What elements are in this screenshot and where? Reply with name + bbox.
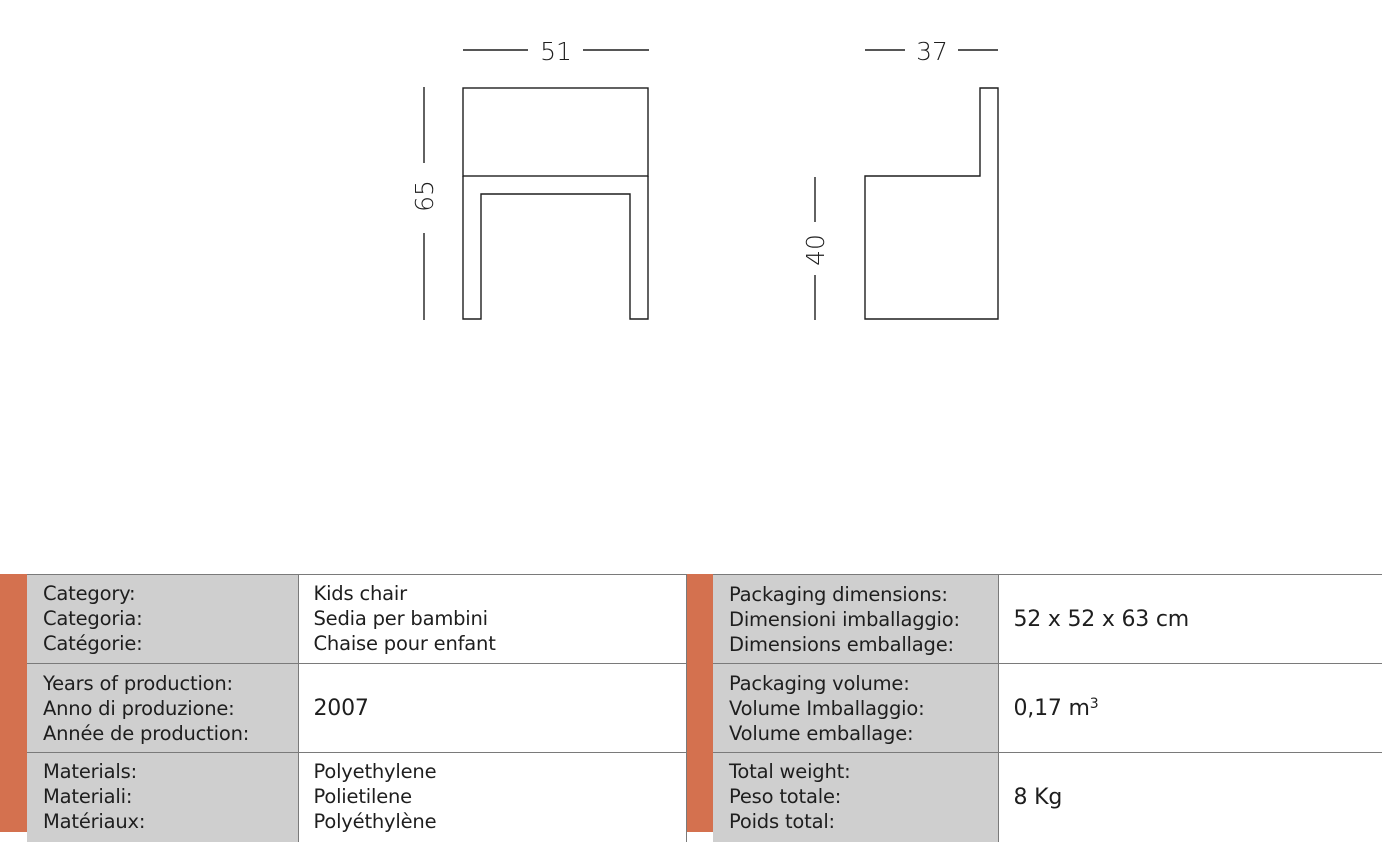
- front-view: [410, 37, 649, 320]
- front-backrest: [463, 88, 648, 176]
- total-weight-label: Total weight: Peso totale: Poids total:: [713, 753, 998, 842]
- materials-value: Polyethylene Polietilene Polyéthylène: [298, 753, 686, 842]
- table-row: [713, 664, 1382, 753]
- table-row: [27, 575, 686, 664]
- years-value: 2007: [298, 664, 686, 753]
- years-label: Years of production: Anno di produzione: Année de production:: [27, 664, 298, 753]
- packaging-dimensions-value: 52 x 52 x 63 cm: [998, 575, 1382, 664]
- total-weight-value: 8 Kg: [998, 753, 1382, 842]
- spec-table-right: [713, 574, 1382, 842]
- packaging-dimensions-label: Packaging dimensions: Dimensioni imballaggio: Dimensions emballage:: [713, 575, 998, 664]
- table-row: [713, 753, 1382, 842]
- accent-bar-right: [686, 574, 713, 832]
- side-profile: [865, 88, 998, 319]
- table-row: [27, 753, 686, 842]
- side-seat-height-label: 40: [801, 234, 830, 266]
- side-depth-label: 37: [916, 37, 948, 66]
- packaging-volume-value: 0,17 $m^3$: [998, 664, 1382, 753]
- spec-table-left: [27, 574, 687, 842]
- accent-bar-left: [0, 574, 27, 832]
- materials-label: Materials: Materiali: Matériaux:: [27, 753, 298, 842]
- side-view: [801, 37, 998, 320]
- table-row: [27, 664, 686, 753]
- technical-drawing: [0, 0, 1382, 400]
- table-row: [713, 575, 1382, 664]
- front-base: [463, 176, 648, 319]
- category-label: Category: Categoria: Catégorie:: [27, 575, 298, 664]
- front-width-label: 51: [540, 37, 572, 66]
- front-height-label: 65: [410, 180, 439, 212]
- packaging-volume-label: Packaging volume: Volume Imballaggio: Volume emballage:: [713, 664, 998, 753]
- category-value: Kids chair Sedia per bambini Chaise pour enfant: [298, 575, 686, 664]
